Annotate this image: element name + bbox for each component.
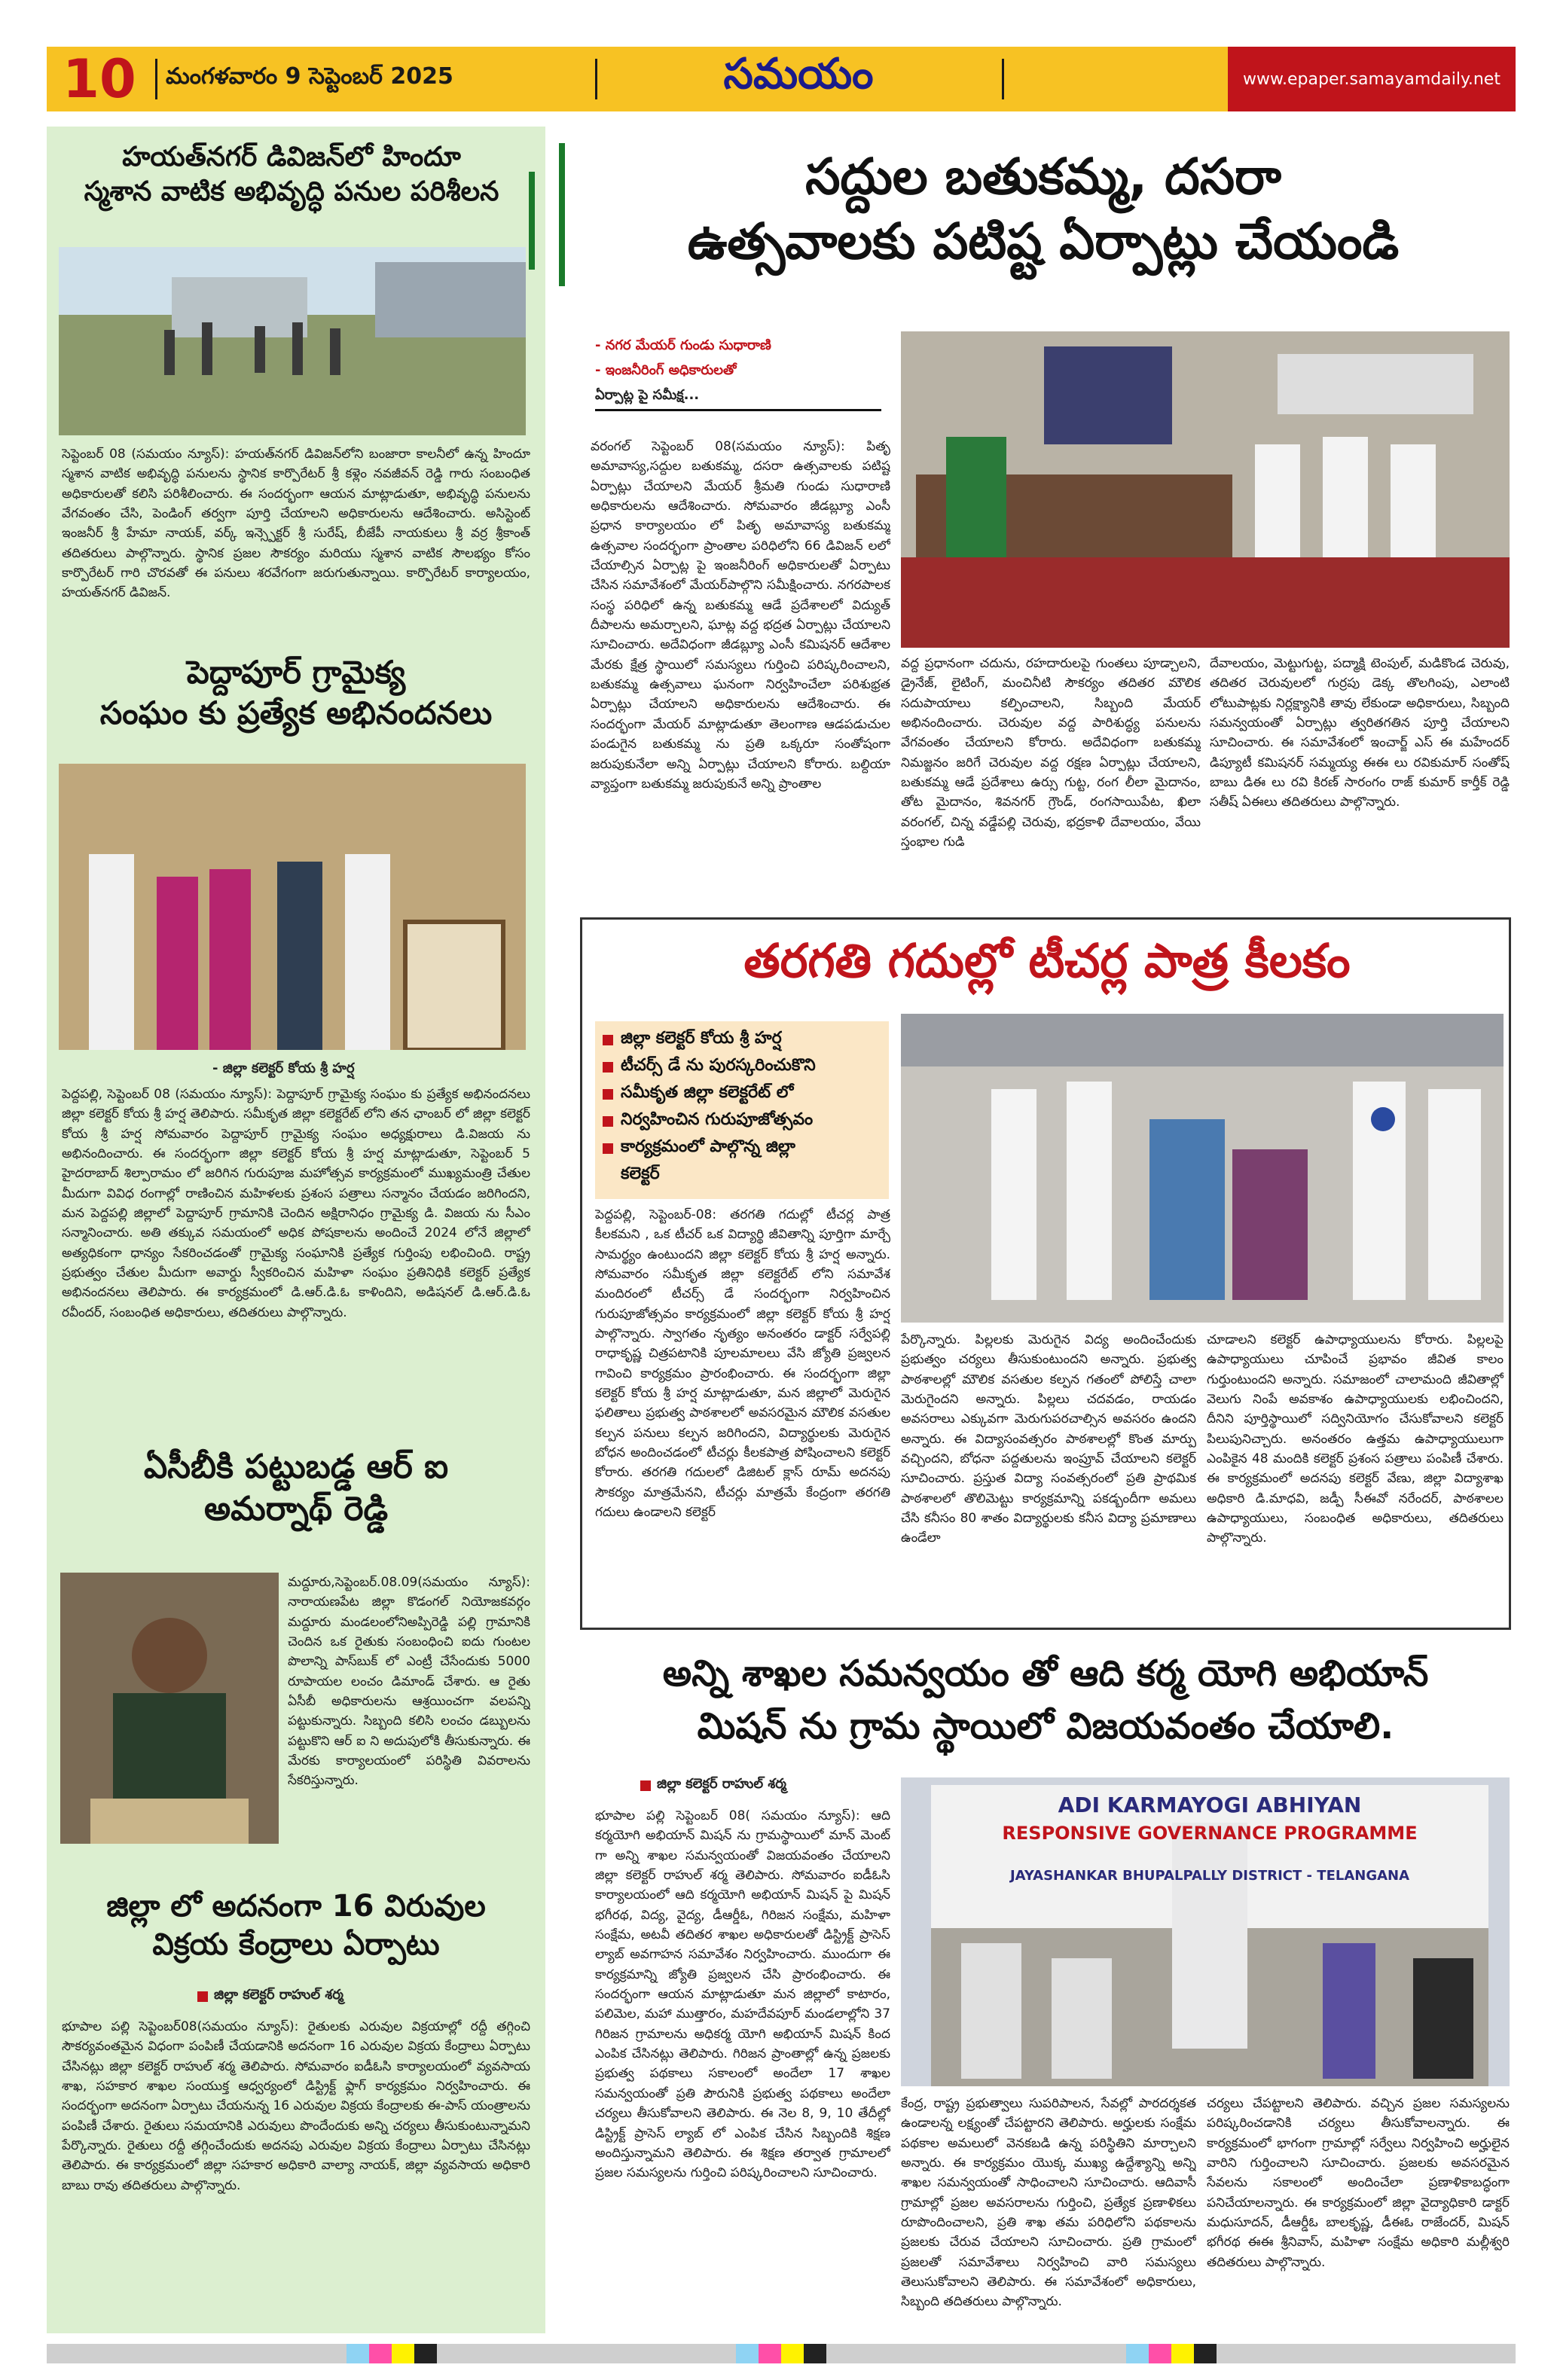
bullet-icon (603, 1116, 613, 1127)
photo-mayor-meeting (901, 331, 1510, 648)
article-body-bathukamma-3: దేవాలయం, మెట్టుగుట్ట, పద్మాక్షి టెంపుల్, మడికొండ చెరువు, తదితర చెరువులలో గుర్రపు డెక్క తొలగింపు, ఎలాంటి లోటుపాట్లకు నిర్లక్ష్యానికి తావు లేకుండా అధికారులు, సిబ్బంది సమన్వయంతో ఏర్పాట్లు త్వరితగతిన పూర్తి చేయాలని సూచించారు. ఈ సమావేశంలో ఇంచార్జ్ ఎస్ ఈ మహేందర్ డిప్యూటీ కమిషనర్ సమ్మయ్య ఈఈ లు రవికుమార్ సంతోష్ బాబు డిఈ లు రవి కిరణ్ సారంగం రాజ్ కుమార్ కార్తీక్ రెడ్డి సతీష్ ఏఈలు తదితరులు పాల్గొన్నారు. (1210, 656, 1510, 810)
article-body-peddapur: పెద్దపల్లి, సెప్టెంబర్ 08 (సమయం న్యూస్): పెద్దాపూర్ గ్రామైక్య సంఘం కు ప్రత్యేక అభినందనలు జిల్లా కలెక్టర్ కోయ శ్రీ హర్ష తెలిపారు. సమీకృత జిల్లా కలెక్టరేట్ లోని తన ఛాంబర్ లో జిల్లా కలెక్టర్ కోయ శ్రీ హర్ష సోమవారం పెద్దాపూర్ గ్రామైక్య సంఘం అధ్యక్షురాలు డి.విజయ ను అభినందించారు. ఈ సందర్భంగా జిల్లా కలెక్టర్ కోయ శ్రీ హర్ష మాట్లాడుతూ, సెప్టెంబర్ 5 హైదరాబాద్ శిల్పారామం లో జరిగిన గురుపూజ మహోత్సవ కార్యక్రమంలో ముఖ్యమంత్రి చేతుల మీదుగా వివిధ రంగాల్లో రాణించిన మహిళలకు ప్రశంస పత్రాలు సన్మానం చేయడం జరిగిందని, మన పెద్దపల్లి జిల్లాలో పెద్దాపూర్ గ్రామానికి చెందిన అక్షిరానిధం గ్రామైక్య డి. విజయ ను సీఎం సన్మానించారు. అతి తక్కువ సమయంలో అధిక పోషకాలను అందించే 2024 లోనే జిల్లాలో అత్యధికంగా ధాన్యం సేకరించడంతో గ్రామైక్య సంఘానికి ప్రత్యేక గుర్తింపు లభించింది. రాష్ట్ర ప్రభుత్వం చేతుల మీదుగా అవార్డు స్వీకరించిన మహిళా సంఘం ప్రతినిధికి కలెక్టర్ ప్రత్యేక అభినందనలు తెలిపారు. ఈ కార్యక్రమంలో డి.ఆర్.డి.ఓ కాళిందిని, అడిషనల్ డి.ఆర్.డి.ఓ రవీందర్, సంబంధిత అధికారులు, తదితరులు పాల్గొన్నారు. (62, 1087, 530, 1320)
banner-title: ADI KARMAYOGI ABHIYAN (1058, 1793, 1362, 1817)
credit-rahul-sharma: జిల్లా కలెక్టర్ రాహుల్ శర్మ (214, 1987, 343, 2003)
article-body-teachers-1: పెద్దపల్లి, సెప్టెంబర్-08: తరగతి గదుల్లో టీచర్ల పాత్ర కీలకమని , ఒక టీచర్ ఒక విద్యార్థి జీవితాన్ని పూర్తిగా మార్చే సామర్థ్యం ఉంటుందని జిల్లా కలెక్టర్ కోయ శ్రీ హర్ష అన్నారు. సోమవారం సమీకృత జిల్లా కలెక్టరేట్ లోని సమావేశ మందిరంలో టీచర్స్ డే సందర్భంగా నిర్వహించిన గురుపూజోత్సవం కార్యక్రమంలో జిల్లా కలెక్టర్ కోయ శ్రీ హర్ష పాల్గొన్నారు. స్వాగతం నృత్యం అనంతరం డాక్టర్ సర్వేపల్లి రాధాకృష్ణ చిత్రపటానికి పూలమాలలు వేసి జ్యోతి ప్రజ్వలన గావించి కార్యక్రమం ప్రారంభించారు. ఈ సందర్భంగా జిల్లా కలెక్టర్ కోయ శ్రీ హర్ష మాట్లాడుతూ, మన జిల్లాలో మెరుగైన ఫలితాలు ప్రభుత్వ పాఠశాలలో అవసరమైన మౌలిక వసతుల కల్పన పనులు కల్పన జరిగిందని, విద్యార్థులకు మెరుగైన బోధన అందించడంలో టీచర్లు కీలకపాత్ర పోషించాలని కలెక్టర్ కోరారు. తరగతి గదులలో డిజిటల్ క్లాస్ రూమ్ అదనపు సౌకర్యం మాత్రమేనని, టీచర్లు మాత్రమే కేంద్రంగా తరగతి గదులు ఉండాలని కలెక్టర్ (595, 1207, 890, 1521)
article-body-adi-1: భూపాల పల్లి సెప్టెంబర్ 08( సమయం న్యూస్): ఆది కర్మయోగి అభియాన్ మిషన్ ను గ్రామస్థాయిలో మాన్‌ మెంట్‌ గా అన్ని శాఖల సమన్వయంతో విజయవంతం చేయాలని జిల్లా కలెక్టర్ రాహుల్ శర్మ తెలిపారు. సోమవారం ఐడీఓసి కార్యాలయంలో ఆది కర్మయోగి అభియాన్ మిషన్ పై మిషన్ భగీరథ, విద్య, వైద్య, డీఆర్డీఓ, గిరిజన సంక్షేమ, మహిళా సంక్షేమ, అటవీ తదితర శాఖల అధికారులతో డిస్ట్రిక్ట్ ప్రాసెస్ ల్యాబ్ అవగాహన సమావేశం నిర్వహించారు. ముందుగా ఈ కార్యక్రమాన్ని జ్యోతి ప్రజ్వలన చేసి ప్రారంభించారు. ఈ సందర్భంగా ఆయన మాట్లాడుతూ మన జిల్లాలో కాటారం, పలిమెల, మహా ముత్తారం, మహదేవపూర్ మండలాల్లోని 37 గిరిజన గ్రామాలను అధికర్మ యోగి అభియాన్ మిషన్ కింద ఎంపిక చేసినట్లు తెలిపారు. గిరిజన ప్రాంతాల్లో ఉన్న ప్రజలకు ప్రభుత్వ పథకాలు సకాలంలో అందేలా 17 శాఖల సమన్వయంతో ప్రతి పౌరునికి ప్రభుత్వ పథకాలు అందేలా చర్యలు తీసుకోవాలని తెలిపారు. ఈ నెల 8, 9, 10 తేదీల్లో డిస్ట్రిక్ట్ ప్రాసెస్ ల్యాబ్ లో ఎంపిక చేసిన సిబ్బందికి శిక్షణ అందిస్తున్నామని తెలిపారు. ఈ శిక్షణ తర్వాత గ్రామాలలో ప్రజల సమస్యలను గుర్తించి పరిష్కరించాలని సూచించారు. (595, 1808, 890, 2181)
epaper-url[interactable]: www.epaper.samayamdaily.net (1228, 47, 1516, 111)
photo-acb-arrest (60, 1573, 279, 1844)
green-accent-bar (559, 143, 565, 286)
headline-acb: ఏసీబీకి పట్టుబడ్డ ఆర్ ఐ అమర్నాథ్ రెడ్డి (143, 1448, 449, 1529)
headline-teachers: తరగతి గదుల్లో టీచర్ల పాత్ర కీలకం (743, 933, 1351, 988)
photo-peddapur-felicitation (59, 764, 526, 1050)
bullet-icon (603, 1035, 613, 1045)
article-body-acb: మద్దూరు,సెప్టెంబర్.08.09(సమయం న్యూస్): నారాయణపేట జిల్లా కొడంగల్ నియోజకవర్గం మద్దూరు మండలంలోనిఅప్పిరెడ్డి పల్లి గ్రామానికి చెందిన ఒక రైతుకు సంబంధించి ఐదు గుంటల పొలాన్ని పాస్‌బుక్ లో ఎంట్రీ చేసేందుకు 5000 రూపాయల లంచం డిమాండ్ చేశారు. ఆ రైతు ఏసీబీ అధికారులను ఆశ్రయించగా వలపన్ని పట్టుకున్నారు. సిబ్బంది కలిసి లంచం డబ్బులను పట్టుకొని ఆర్ ఐ ని అదుపులోకి తీసుకున్నారు. ఈ మేరకు కార్యాలయంలో పరిస్థితి వివరాలను సేకరిస్తున్నారు. (288, 1575, 530, 1789)
subhead-review: ఏర్పాట్ల పై సమీక్ష... (595, 387, 881, 411)
red-square-icon (197, 1991, 208, 2002)
article-body-hayathnagar: సెప్టెంబర్ 08 (సమయం న్యూస్): హయత్‌నగర్ డివిజన్‌లోని బంజారా కాలనీలో ఉన్న హిందూ స్మశాన వాటిక అభివృద్ధి పనులను స్థానిక కార్పొరేటర్ శ్రీ కళ్లెం నవజీవన్ రెడ్డి గారు సంబంధిత అధికారులతో కలిసి పరిశీలించారు. ఈ సందర్భంగా ఆయన మాట్లాడుతూ, అభివృద్ధి పనులను వేగవంతం చేసి, పెండింగ్ తర్వగా పూర్తి చేయాలని అధికారులను ఆదేశించారు. అసిస్టెంట్ ఇంజనీర్ శ్రీ హేమా నాయక్, వర్క్ ఇన్స్పెక్టర్ శ్రీ సురేష్, బీజేపీ నాయకులు శ్రీ వర్ర శ్రీకాంత్ తదితరులు పాల్గొన్నారు. స్థానిక ప్రజల సౌకర్యం మరియు స్మశాన వాటిక సౌలభ్యం కోసం కార్పొరేటర్ గారి చొరవతో ఈ పనులు శరవేగంగా జరుగుతున్నాయి. కార్పొరేటర్ కార్యాలయం, హయత్‌నగర్ డివిజన్. (62, 447, 530, 601)
headline-fertilizer: జిల్లా లో అదనంగా 16 విరువుల విక్రయ కేంద్రాలు ఏర్పాటు (106, 1889, 486, 1963)
green-accent-bar (529, 172, 535, 270)
banner-subtitle: RESPONSIVE GOVERNANCE PROGRAMME (1002, 1823, 1418, 1844)
bullet-icon (603, 1062, 613, 1073)
issue-date: మంగళవారం 9 సెప్టెంబర్ 2025 (166, 63, 453, 90)
article-body-adi-2: కేంద్ర, రాష్ట్ర ప్రభుత్వాలు సుపరిపాలన, సేవల్లో పారదర్శకత ఉండాలన్న లక్ష్యంతో చేపట్టారని తెలిపారు. అర్హులకు సంక్షేమ పథకాల అమలులో వెనకబడి ఉన్న పరిస్థితిని మార్చాలని అన్నారు. ఈ కార్యక్రమం యొక్క ముఖ్య ఉద్దేశ్యాన్ని అన్ని శాఖల సమన్వయంతో సాధించాలని సూచించారు. ఆదివాసీ గ్రామాల్లో ప్రజల అవసరాలను గుర్తించి, ప్రత్యేక ప్రణాళికలు రూపొందించాలని, ప్రతి శాఖ తమ పరిధిలోని పథకాలను ప్రజలకు చేరువ చేయాలని సూచించారు. ప్రతి గ్రామంలో ప్రజలతో సమావేశాలు నిర్వహించి వారి సమస్యలు తెలుసుకోవాలని తెలిపారు. ఈ సమావేశంలో అధికారులు, సిబ్బంది తదితరులు పాల్గొన్నారు. (901, 2096, 1196, 2310)
bullet-item: సమీకృత జిల్లా కలెక్టరేట్ లో (603, 1083, 881, 1106)
subhead-engineering: - ఇంజనీరింగ్ అధికారులతో (595, 362, 737, 378)
header-divider (595, 59, 597, 99)
bullet-list (595, 1021, 889, 1199)
header-divider (155, 59, 157, 99)
article-body-teachers-2: పేర్కొన్నారు. పిల్లలకు మెరుగైన విద్య అందించేందుకు ప్రభుత్వం చర్యలు తీసుకుంటుందని అన్నారు. ప్రభుత్వ పాఠశాలల్లో మౌలిక వసతుల కల్పన గతంలో పోలిస్తే చాలా మెరుగైందని అన్నారు. పిల్లలు చదవడం, రాయడం అవసరాలు ఎక్కువగా మెరుగుపరచాల్సిన అవసరం ఉందని అన్నారు. ఈ విద్యాసంవత్సరం పాఠశాలల్లో కొంత మార్పు వచ్చిందని, బోధనా పద్దతులను ఇంప్రూవ్ చేయాలని కలెక్టర్ సూచించారు. ప్రస్తుత విద్యా సంవత్సరంలో ప్రతి ప్రాథమిక పాఠశాలలో తొలిమెట్టు కార్యక్రమాన్ని పకడ్బందీగా అమలు చేసి కనీసం 80 శాతం విద్యార్థులకు కనీస విద్యా ప్రమాణాలు ఉండేలా (901, 1332, 1196, 1546)
bullet-item: జిల్లా కలెక్టర్ కోయ శ్రీ హర్ష (603, 1029, 881, 1051)
credit-row (640, 1776, 786, 1795)
article-body-bathukamma-1: వరంగల్ సెప్టెంబర్ 08(సమయం న్యూస్): పితృ అమావాస్య,సద్దుల బతుకమ్మ, దసరా ఉత్సవాలకు పటిష్ట ఏర్పాట్లు చేయాలని మేయర్ శ్రీమతి గుండు సుధారాణి అధికారులను ఆదేశించారు. సోమవారం జీడబ్ల్యూ ఎంసీ ప్రధాన కార్యాలయం లో పితృ అమావాస్య బతుకమ్మ ఉత్సవాల సందర్భంగా ప్రాంతాల పరిధిలోని 66 డివిజన్ లలో చేయాల్సిన ఏర్పాట్ల పై ఇంజనీరింగ్ అధికారులతో ఏర్పాటు చేసిన సమావేశంలో మేయర్‌పాల్గొని సమీక్షించారు. నగరపాలక సంస్థ పరిధిలో ఉన్న బతుకమ్మ ఆడే ప్రదేశాలలో విద్యుత్ దీపాలను అమర్చాలని, ఘాట్ల వద్ద భద్రత ఏర్పాట్లు చేయాలని సూచించారు. అదేవిధంగా జీడబ్ల్యూ ఎంసీ కమిషనర్ ఆదేశాల మేరకు క్షేత్ర స్థాయిలో సమస్యలు గుర్తించి పరిష్కరించాలని, బతుకమ్మ ఉత్సవాలు ఘనంగా నిర్వహించేలా పరిశుభ్రత ఏర్పాట్లు చేయాలని అధికారులను ఆదేశించారు. ఈ సందర్భంగా మేయర్ మాట్లాడుతూ తెలంగాణ ఆడపడుచుల పండుగైన బతుకమ్మ ను ప్రతి ఒక్కరూ సంతోషంగా జరుపుకునేలా అన్ని ఏర్పాట్లు చేయాలని కోరారు. బల్దియా వ్యాప్తంగా బతుకమ్మ జరుపుకునే అన్ని ప్రాంతాల (591, 439, 890, 792)
bullet-icon (603, 1143, 613, 1154)
credit-row (197, 1987, 343, 2006)
page-number: 10 (47, 47, 152, 111)
subhead-mayor: - నగర మేయర్ గుండు సుధారాణి (595, 337, 771, 353)
photo-teachers-day (901, 1014, 1504, 1323)
credit-rahul-sharma-2: జిల్లా కలెక్టర్ రాహుల్ శర్మ (657, 1776, 786, 1792)
masthead: సమయం (723, 49, 874, 99)
headline-peddapur: పెద్దాపూర్ గ్రామైక్య సంఘం కు ప్రత్యేక అభినందనలు (99, 654, 493, 731)
bullet-item: కార్యక్రమంలో పాల్గొన్న జిల్లా (603, 1137, 881, 1160)
article-body-adi-3: చర్యలు చేపట్టాలని తెలిపారు. వచ్చిన ప్రజల సమస్యలను పరిష్కరించడానికి చర్యలు తీసుకోవాలన్నారు. ఈ కార్యక్రమంలో భాగంగా గ్రామాల్లో సర్వేలు నిర్వహించి అర్హులైన వారిని గుర్తించాలని సూచించారు. ప్రజలకు అవసరమైన సేవలను సకాలంలో అందించేలా ప్రణాళికాబద్ధంగా పనిచేయాలన్నారు. ఈ కార్యక్రమంలో జిల్లా వైద్యాధికారి డాక్టర్ మధుసూదన్, డీఆర్డీఓ బాలకృష్ణ, డీఈఓ రాజేందర్, మిషన్ భగీరథ ఈఈ శ్రీనివాస్, మహిళా సంక్షేమ అధికారి మల్లీశ్వరి తదితరులు పాల్గొన్నారు. (1207, 2096, 1510, 2270)
red-square-icon (640, 1780, 651, 1791)
headline-adi-karmayogi: అన్ని శాఖల సమన్వయం తో ఆది కర్మ యోగి అభియాన్ మిషన్ ను గ్రామ స్థాయిలో విజయవంతం చేయాలి. (662, 1652, 1429, 1747)
photo-adi-karmayogi (901, 1777, 1510, 2086)
photo-cemetery-inspection (59, 247, 526, 435)
subheads-bathukamma (595, 337, 881, 411)
bullet-icon (603, 1089, 613, 1100)
banner-district: JAYASHANKAR BHUPALPALLY DISTRICT - TELANGANA (1009, 1868, 1410, 1884)
bullet-item: కలెక్టర్ (621, 1164, 660, 1183)
headline-hayathnagar: హయత్‌నగర్ డివిజన్‌లో హిందూ స్మశాన వాటిక అభివృద్ధి పనుల పరిశీలన (84, 142, 499, 208)
article-body-teachers-3: చూడాలని కలెక్టర్ ఉపాధ్యాయులను కోరారు. పిల్లలపై ఉపాధ్యాయులు చూపించే ప్రభావం జీవిత కాలం గుర్తుంటుందని అన్నారు. సమాజంలో చాలామంది జీవితాల్లో వెలుగు నింపే అవకాశం ఉపాధ్యాయులకు లభించిందని, దీనిని పూర్తిస్థాయిలో సద్వినియోగం చేసుకోవాలని కలెక్టర్ పిలుపునిచ్చారు. అనంతరం ఉత్తమ ఉపాధ్యాయులుగా ఎంపికైన 48 మందికి కలెక్టర్ ప్రశంస పత్రాలు పంపిణీ చేశారు. ఈ కార్యక్రమంలో అదనపు కలెక్టర్ వేణు, జిల్లా విద్యాశాఖ అధికారి డి.మాధవి, జడ్పీ సీఈవో నరేందర్, పాఠశాలల ఉపాధ్యాయులు, సంబంధిత అధికారులు, తదితరులు పాల్గొన్నారు. (1207, 1332, 1504, 1546)
header-divider (1002, 59, 1004, 99)
article-body-fertilizer: భూపాల పల్లి సెప్టెంబర్08(సమయం న్యూస్): రైతులకు ఎరువుల విక్రయాల్లో రద్దీ తగ్గించి సౌకర్యవంతమైన విధంగా పంపిణీ చేయడానికి అదనంగా 16 ఎరువుల విక్రయ కేంద్రాలు ఏర్పాటు చేసినట్లు జిల్లా కలెక్టర్ రాహుల్ శర్మ తెలిపారు. సోమవారం ఐడీఓసి కార్యాలయంలో వ్యవసాయ శాఖ, సహకార శాఖల సంయుక్త ఆధ్వర్యంలో డిస్ట్రిక్ట్ ఫ్లాగ్ కార్యక్రమం నిర్వహించారు. ఈ సందర్భంగా అదనంగా ఏర్పాటు చేయనున్న 16 ఎరువుల విక్రయ కేంద్రాలకు ఈ-పాస్ యంత్రాలను పంపిణీ చేశారు. రైతులు సమయానికి ఎరువులు పొందేందుకు అన్ని చర్యలు తీసుకుంటున్నామని పేర్కొన్నారు. రైతులు రద్దీ తగ్గించేందుకు అదనపు ఎరువుల విక్రయ కేంద్రాలు ఏర్పాటు చేసినట్లు తెలిపారు. ఈ కార్యక్రమంలో జిల్లా సహకార అధికారి వాల్యా నాయక్, జిల్లా వ్యవసాయ అధికారి బాబు రావు తదితరులు పాల్గొన్నారు. (62, 2019, 530, 2193)
credit-collector: - జిల్లా కలెక్టర్ కోయ శ్రీ హర్ష (212, 1060, 355, 1076)
article-body-bathukamma-2: వద్ద ప్రధానంగా చదును, రహదారులపై గుంతలు పూడ్చాలని, డ్రైనేజ్, లైటింగ్, మంచినీటి సౌకర్యం తదితర మౌలిక సదుపాయాలు కల్పించాలని, సిబ్బంది మేయర్ అభినందించారు. చెరువుల వద్ద పారిశుద్ధ్య పనులను వేగవంతం చేయాలని కోరారు. అదేవిధంగా బతుకమ్మ నిమజ్జనం జరిగే చెరువుల వద్ద రక్షణ ఏర్పాట్లు చేయాలని, బతుకమ్మ ఆడే ప్రదేశాలు ఉర్సు గుట్ట, రంగ లీలా మైదానం, తోట మైదానం, శివనగర్ గ్రౌండ్, రంగసాయిపేట, ఖిలా వరంగల్, చిన్న వడ్డేపల్లి చెరువు, భద్రకాళి దేవాలయం, వేయి స్తంభాల గుడి (901, 656, 1201, 850)
left-column (47, 127, 545, 2333)
color-registration-bar (47, 2344, 1516, 2363)
bullet-item: నిర్వహించిన గురుపూజోత్సవం (603, 1110, 881, 1133)
headline-bathukamma: సద్దుల బతుకమ్మ, దసరా ఉత్సవాలకు పటిష్ట ఏర్పాట్లు చేయండి (687, 148, 1400, 270)
bullet-item: టీచర్స్ డే ను పురస్కరించుకొని (603, 1056, 881, 1079)
